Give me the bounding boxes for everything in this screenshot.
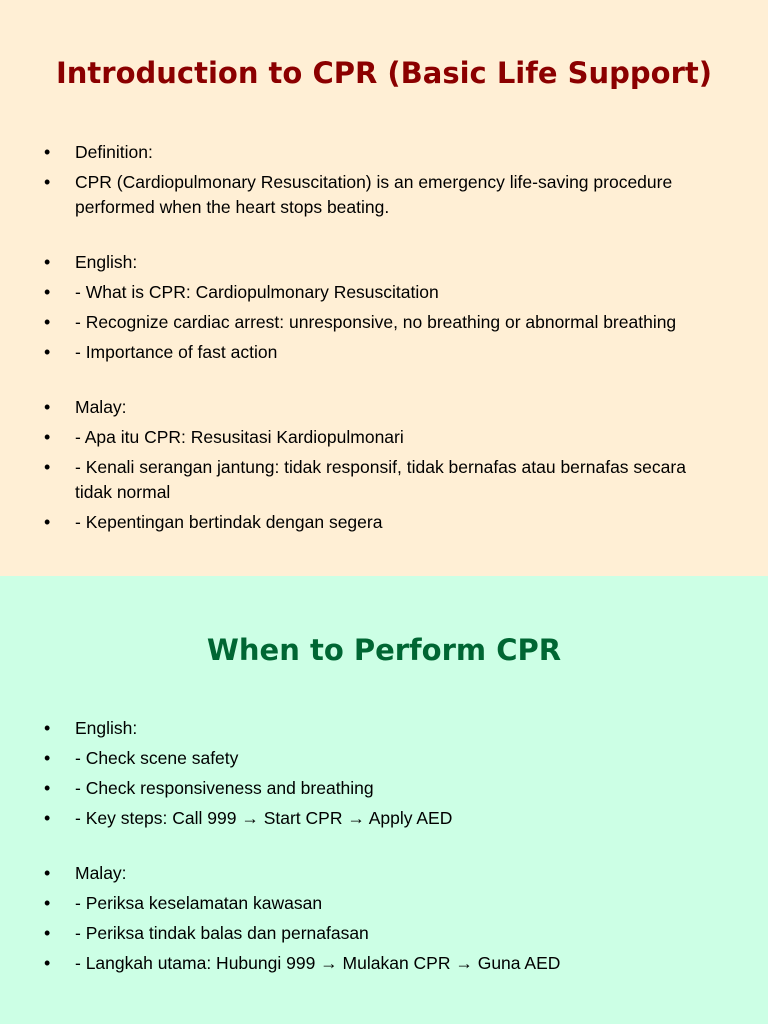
- bullet-dot-icon: •: [44, 863, 51, 883]
- bullet-dot-icon: •: [44, 512, 51, 532]
- bullet-text: - Importance of fast action: [75, 342, 278, 362]
- bullet-text: Malay:: [75, 863, 127, 883]
- bullet-text: - Langkah utama: Hubungi 999 → Mulakan CPR → Guna AED: [75, 953, 561, 973]
- bullet-dot-icon: •: [44, 427, 51, 447]
- bullet-text: - Periksa keselamatan kawasan: [75, 893, 323, 913]
- slide-title: When to Perform CPR: [206, 633, 562, 667]
- bullet-list: [0, 716, 768, 981]
- bullet-text: - Check responsiveness and breathing: [75, 778, 374, 798]
- bullet-item: [0, 140, 768, 165]
- bullet-item: [0, 861, 768, 886]
- bullet-text: English:: [75, 252, 138, 272]
- bullet-text: CPR (Cardiopulmonary Resuscitation) is an emergency life-saving procedure performed when the heart stops beating.: [75, 172, 673, 217]
- bullet-dot-icon: •: [44, 457, 51, 477]
- bullet-text: - Kepentingan bertindak dengan segera: [75, 512, 383, 532]
- bullet-dot-icon: •: [44, 342, 51, 362]
- bullet-text: - Check scene safety: [75, 748, 239, 768]
- bullet-dot-icon: •: [44, 397, 51, 417]
- bullet-item: [0, 395, 768, 420]
- bullet-text: - Recognize cardiac arrest: unresponsive, no breathing or abnormal breathing: [75, 312, 677, 332]
- slide-title: Introduction to CPR (Basic Life Support): [55, 56, 713, 90]
- bullet-dot-icon: •: [44, 312, 51, 332]
- bullet-item: [0, 921, 768, 946]
- bullet-item: [0, 340, 768, 365]
- bullet-item: [0, 250, 768, 275]
- bullet-dot-icon: •: [44, 252, 51, 272]
- bullet-text: - Periksa tindak balas dan pernafasan: [75, 923, 369, 943]
- bullet-item: [0, 891, 768, 916]
- bullet-dot-icon: •: [44, 718, 51, 738]
- bullet-item: [0, 170, 768, 220]
- bullet-dot-icon: •: [44, 142, 51, 162]
- bullet-item: [0, 510, 768, 535]
- bullet-item: [0, 310, 768, 335]
- bullet-item: [0, 776, 768, 801]
- bullet-text: - Kenali serangan jantung: tidak responsif, tidak bernafas atau bernafas secara tidak normal: [75, 457, 686, 502]
- bullet-dot-icon: •: [44, 778, 51, 798]
- bullet-text: English:: [75, 718, 138, 738]
- bullet-text: Malay:: [75, 397, 127, 417]
- bullet-text: - Apa itu CPR: Resusitasi Kardiopulmonari: [75, 427, 404, 447]
- bullet-dot-icon: •: [44, 893, 51, 913]
- bullet-dot-icon: •: [44, 172, 51, 192]
- bullet-item: [0, 455, 768, 505]
- bullet-dot-icon: •: [44, 808, 51, 828]
- bullet-text: - What is CPR: Cardiopulmonary Resuscitation: [75, 282, 439, 302]
- bullet-list: [0, 140, 768, 540]
- bullet-dot-icon: •: [44, 748, 51, 768]
- bullet-item: [0, 716, 768, 741]
- bullet-text: - Key steps: Call 999 → Start CPR → Apply AED: [75, 808, 453, 828]
- bullet-item: [0, 806, 768, 831]
- slide-when-to-perform-cpr: [0, 576, 768, 1024]
- bullet-dot-icon: •: [44, 923, 51, 943]
- bullet-item: [0, 746, 768, 771]
- bullet-item: [0, 280, 768, 305]
- bullet-text: Definition:: [75, 142, 153, 162]
- bullet-item: [0, 425, 768, 450]
- bullet-dot-icon: •: [44, 953, 51, 973]
- bullet-dot-icon: •: [44, 282, 51, 302]
- bullet-item: [0, 951, 768, 976]
